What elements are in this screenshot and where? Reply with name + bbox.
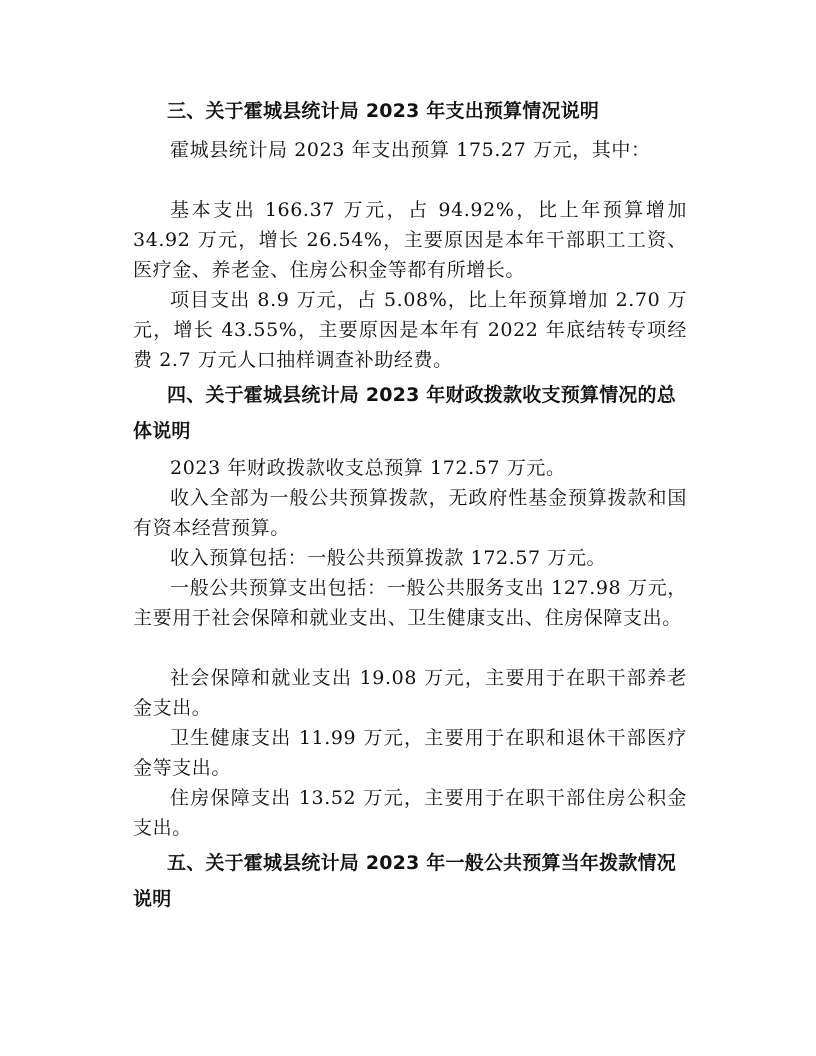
paragraph-project-expenditure: 项目支出 8.9 万元，占 5.08%，比上年预算增加 2.70 万元，增长 43.55%，主要原因是本年有 2022 年底结转专项经费 2.7 万元人口抽样调查补助经费。 <box>133 289 687 371</box>
paragraph-income-budget: 收入预算包括：一般公共预算拨款 172.57 万元。 <box>170 547 607 569</box>
section-heading-4: 四、关于霍城县统计局 2023 年财政拨款收支预算情况的总体说明 <box>133 384 676 442</box>
paragraph-social-security: 社会保障和就业支出 19.08 万元，主要用于在职干部养老金支出。 <box>133 667 687 719</box>
paragraph-housing: 住房保障支出 13.52 万元，主要用于在职干部住房公积金支出。 <box>133 787 687 839</box>
paragraph-fiscal-total: 2023 年财政拨款收支总预算 172.57 万元。 <box>170 457 566 479</box>
section-heading-3: 三、关于霍城县统计局 2023 年支出预算情况说明 <box>167 100 600 122</box>
paragraph-basic-expenditure: 基本支出 166.37 万元，占 94.92%，比上年预算增加 34.92 万元，增长 26.54%，主要原因是本年干部职工工资、医疗金、养老金、住房公积金等都有所增长。 <box>133 199 687 281</box>
paragraph-expenditure-total: 霍城县统计局 2023 年支出预算 175.27 万元，其中： <box>170 139 651 161</box>
paragraph-income-source: 收入全部为一般公共预算拨款，无政府性基金预算拨款和国有资本经营预算。 <box>133 487 687 539</box>
section-heading-5: 五、关于霍城县统计局 2023 年一般公共预算当年拨款情况说明 <box>133 852 676 910</box>
paragraph-health: 卫生健康支出 11.99 万元，主要用于在职和退休干部医疗金等支出。 <box>133 727 687 779</box>
paragraph-general-public-expenditure: 一般公共预算支出包括：一般公共服务支出 127.98 万元，主要用于社会保障和就业支出、卫生健康支出、住房保障支出。 <box>133 577 687 629</box>
